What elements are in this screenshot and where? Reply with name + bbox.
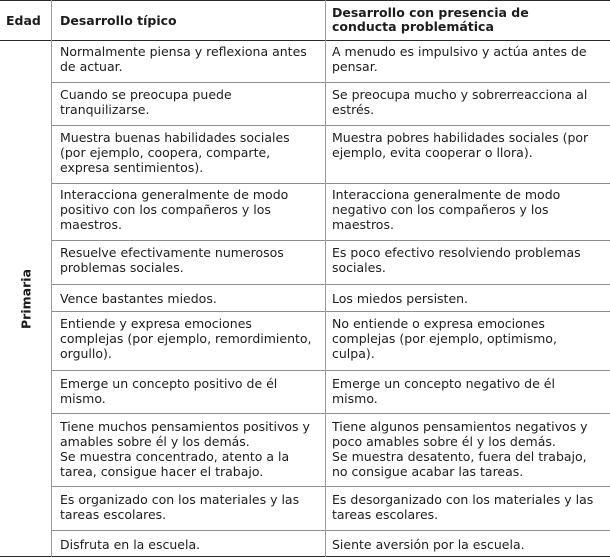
table-bottom-rule	[0, 556, 610, 557]
row-divider	[52, 82, 610, 83]
row-divider	[52, 183, 610, 184]
typical-cell: Resuelve efectivamente numerosos problemas sociales.	[60, 245, 284, 275]
typical-cell: Tiene muchos pensamientos positivos y amables sobre él y los demás. Se muestra concentrado, atento a la tarea, consigue hacer el trabajo.	[60, 419, 310, 479]
problem-cell: Los miedos persisten.	[332, 291, 469, 306]
header-problem: Desarrollo con presencia de conducta problemática	[332, 5, 529, 34]
row-divider	[52, 240, 610, 241]
problem-cell: Muestra pobres habilidades sociales (por ejemplo, evita cooperar o llora).	[332, 130, 589, 160]
problem-cell: Tiene algunos pensamientos negativos y poco amables sobre él y los demás. Se muestra desatento, fuera del trabajo, no consigue acabar las tareas.	[332, 419, 588, 479]
age-group-label: Primaria	[18, 269, 34, 329]
row-divider	[52, 125, 610, 126]
typical-cell: Interacciona generalmente de modo positivo con los compañeros y los maestros.	[60, 187, 289, 232]
row-divider	[52, 370, 610, 371]
row-divider	[52, 413, 610, 414]
problem-cell: Emerge un concepto negativo de él mismo.	[332, 376, 555, 406]
header-age: Edad	[6, 13, 41, 28]
problem-cell: No entiende o expresa emociones complejas (por ejemplo, optimismo, culpa).	[332, 316, 557, 361]
problem-cell: A menudo es impulsivo y actúa antes de pensar.	[332, 44, 587, 74]
row-divider	[52, 486, 610, 487]
typical-cell: Muestra buenas habilidades sociales (por ejemplo, coopera, comparte, expresa sentimientos).	[60, 130, 290, 175]
row-divider	[52, 284, 610, 285]
typical-cell: Vence bastantes miedos.	[60, 291, 217, 306]
column-divider-middle	[325, 0, 326, 557]
typical-cell: Normalmente piensa y reflexiona antes de actuar.	[60, 44, 307, 74]
typical-cell: Disfruta en la escuela.	[60, 537, 201, 552]
problem-cell: Siente aversión por la escuela.	[332, 537, 525, 552]
typical-cell: Es organizado con los materiales y las tareas escolares.	[60, 492, 300, 522]
table-top-rule	[0, 0, 610, 1]
typical-cell: Emerge un concepto positivo de él mismo.	[60, 376, 278, 406]
problem-cell: Es poco efectivo resolviendo problemas sociales.	[332, 245, 581, 275]
typical-cell: Entiende y expresa emociones complejas (por ejemplo, remordimiento, orgullo).	[60, 316, 312, 361]
header-bottom-rule	[0, 40, 610, 41]
column-divider-age	[51, 0, 52, 557]
problem-cell: Interacciona generalmente de modo negativo con los compañeros y los maestros.	[332, 187, 561, 232]
typical-cell: Cuando se preocupa puede tranquilizarse.	[60, 87, 232, 117]
header-typical: Desarrollo típico	[60, 13, 177, 28]
row-divider	[52, 311, 610, 312]
row-divider	[52, 530, 610, 531]
problem-cell: Es desorganizado con los materiales y las tareas escolares.	[332, 492, 594, 522]
problem-cell: Se preocupa mucho y sobrerreacciona al estrés.	[332, 87, 588, 117]
